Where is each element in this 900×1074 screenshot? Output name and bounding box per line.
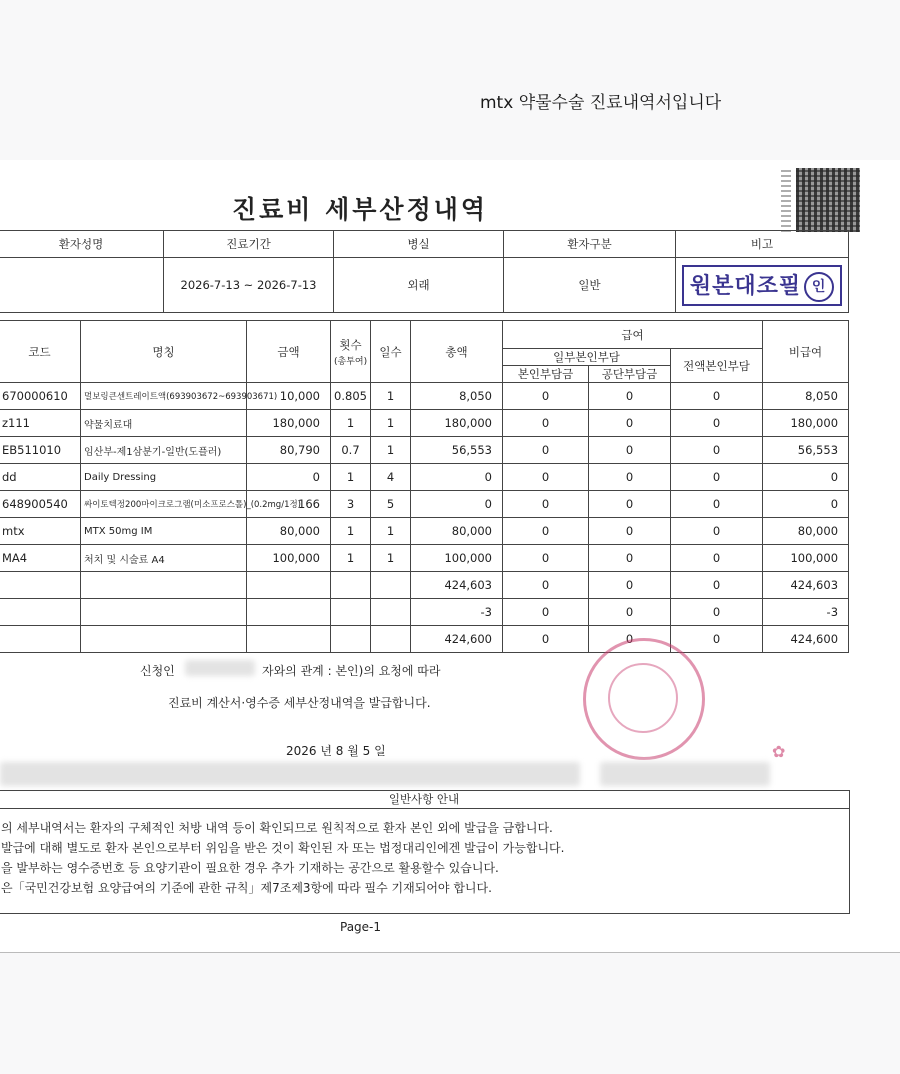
table-row bbox=[0, 410, 849, 437]
row-amount: 80,000 bbox=[247, 518, 331, 545]
row-amount: 166 bbox=[247, 491, 331, 518]
relation-line: 자와의 관계 : 본인)의 요청에 따라 bbox=[262, 664, 441, 678]
col-fund: 공단부담금 bbox=[589, 366, 671, 383]
row-times: 1 bbox=[331, 545, 371, 572]
row-code: MA4 bbox=[0, 545, 81, 572]
row-code: dd bbox=[0, 464, 81, 491]
medical-bill-document bbox=[0, 160, 900, 953]
issue-date: 2026 년 8 월 5 일 bbox=[286, 744, 386, 758]
row-amount: 80,790 bbox=[247, 437, 331, 464]
row-amount: 180,000 bbox=[247, 410, 331, 437]
row-times: 0.805 bbox=[331, 383, 371, 410]
row-days: 4 bbox=[371, 464, 411, 491]
row-self: 0 bbox=[503, 545, 589, 572]
row-name: 처치 및 시술료 A4 bbox=[81, 545, 247, 572]
row-self: 0 bbox=[503, 464, 589, 491]
row-self: 0 bbox=[503, 491, 589, 518]
notice-line: 은「국민건강보험 요양급여의 기준에 관한 규칙」제7조제3항에 따라 필수 기재되어야 합니다. bbox=[1, 881, 492, 895]
header-label: 병실 bbox=[334, 231, 504, 258]
row-days: 1 bbox=[371, 518, 411, 545]
empty-cell bbox=[0, 626, 81, 653]
row-nonbenefit: 0 bbox=[763, 464, 849, 491]
row-name: 임산부-제1삼분기-일반(도플러) bbox=[81, 437, 247, 464]
row-total: 0 bbox=[411, 491, 503, 518]
empty-cell bbox=[331, 626, 371, 653]
col-nonbenefit: 비급여 bbox=[763, 321, 849, 383]
row-fund: 0 bbox=[589, 545, 671, 572]
row-full: 0 bbox=[671, 518, 763, 545]
patient-type-value: 일반 bbox=[504, 258, 676, 313]
row-full: 0 bbox=[671, 383, 763, 410]
empty-cell bbox=[81, 626, 247, 653]
row-days: 5 bbox=[371, 491, 411, 518]
col-partial: 일부본인부담 bbox=[503, 349, 671, 366]
director-seal-mark: ✿ bbox=[772, 742, 786, 761]
notice-line: 의 세부내역서는 환자의 구체적인 처방 내역 등이 확인되므로 원칙적으로 환자 본인 외에 발급을 금합니다. bbox=[1, 821, 553, 835]
col-name: 명칭 bbox=[81, 321, 247, 383]
row-name: 약물치료대 bbox=[81, 410, 247, 437]
summary-total: 424,600 bbox=[411, 626, 503, 653]
row-total: 56,553 bbox=[411, 437, 503, 464]
summary-nonbenefit: -3 bbox=[763, 599, 849, 626]
empty-cell bbox=[371, 599, 411, 626]
room-value: 외래 bbox=[334, 258, 504, 313]
row-times: 1 bbox=[331, 518, 371, 545]
summary-row bbox=[0, 599, 849, 626]
row-nonbenefit: 80,000 bbox=[763, 518, 849, 545]
row-amount: 100,000 bbox=[247, 545, 331, 572]
summary-full: 0 bbox=[671, 626, 763, 653]
row-name: MTX 50mg IM bbox=[81, 518, 247, 545]
empty-cell bbox=[247, 626, 331, 653]
table-row bbox=[0, 491, 849, 518]
header-label: 환자구분 bbox=[504, 231, 676, 258]
empty-cell bbox=[331, 572, 371, 599]
row-days: 1 bbox=[371, 545, 411, 572]
row-code: z111 bbox=[0, 410, 81, 437]
document-title: 진료비 세부산정내역 bbox=[231, 195, 489, 224]
summary-self: 0 bbox=[503, 626, 589, 653]
row-code: 670000610 bbox=[0, 383, 81, 410]
table-row bbox=[0, 545, 849, 572]
redacted-applicant bbox=[185, 660, 255, 676]
row-total: 0 bbox=[411, 464, 503, 491]
empty-cell bbox=[247, 572, 331, 599]
row-fund: 0 bbox=[589, 518, 671, 545]
row-days: 1 bbox=[371, 437, 411, 464]
empty-cell bbox=[371, 572, 411, 599]
charges-table bbox=[0, 320, 849, 653]
table-row bbox=[0, 518, 849, 545]
row-fund: 0 bbox=[589, 464, 671, 491]
applicant-label: 신청인 bbox=[140, 664, 175, 678]
col-full: 전액본인부담 bbox=[671, 349, 763, 383]
summary-nonbenefit: 424,600 bbox=[763, 626, 849, 653]
col-times: 횟수 (총투여) bbox=[331, 321, 371, 383]
summary-fund: 0 bbox=[589, 572, 671, 599]
row-total: 8,050 bbox=[411, 383, 503, 410]
row-self: 0 bbox=[503, 410, 589, 437]
row-self: 0 bbox=[503, 437, 589, 464]
period-value: 2026-7-13 ~ 2026-7-13 bbox=[164, 258, 334, 313]
summary-row bbox=[0, 572, 849, 599]
row-nonbenefit: 56,553 bbox=[763, 437, 849, 464]
remark-cell bbox=[676, 258, 849, 313]
row-nonbenefit: 0 bbox=[763, 491, 849, 518]
row-times: 0.7 bbox=[331, 437, 371, 464]
empty-cell bbox=[0, 572, 81, 599]
header-label: 환자성명 bbox=[0, 231, 164, 258]
issue-line: 진료비 계산서·영수증 세부산정내역을 발급합니다. bbox=[168, 696, 431, 710]
header-label: 진료기간 bbox=[164, 231, 334, 258]
row-full: 0 bbox=[671, 437, 763, 464]
row-nonbenefit: 8,050 bbox=[763, 383, 849, 410]
general-notice-box bbox=[0, 790, 850, 914]
summary-full: 0 bbox=[671, 572, 763, 599]
row-days: 1 bbox=[371, 383, 411, 410]
summary-fund: 0 bbox=[589, 626, 671, 653]
empty-cell bbox=[371, 626, 411, 653]
patient-info-table bbox=[0, 230, 849, 313]
summary-total: 424,603 bbox=[411, 572, 503, 599]
row-times: 1 bbox=[331, 410, 371, 437]
summary-self: 0 bbox=[503, 599, 589, 626]
post-caption: mtx 약물수술 진료내역서입니다 bbox=[480, 93, 722, 113]
table-row bbox=[0, 383, 849, 410]
qr-code bbox=[796, 168, 860, 232]
row-amount: 0 bbox=[247, 464, 331, 491]
row-days: 1 bbox=[371, 410, 411, 437]
summary-full: 0 bbox=[671, 599, 763, 626]
notice-title: 일반사항 안내 bbox=[0, 790, 849, 809]
row-fund: 0 bbox=[589, 383, 671, 410]
summary-fund: 0 bbox=[589, 599, 671, 626]
row-full: 0 bbox=[671, 464, 763, 491]
patient-name-value bbox=[0, 258, 164, 313]
col-benefit: 급여 bbox=[503, 321, 763, 349]
row-fund: 0 bbox=[589, 410, 671, 437]
table-row bbox=[0, 437, 849, 464]
row-self: 0 bbox=[503, 383, 589, 410]
row-full: 0 bbox=[671, 545, 763, 572]
row-total: 80,000 bbox=[411, 518, 503, 545]
summary-total: -3 bbox=[411, 599, 503, 626]
row-code: mtx bbox=[0, 518, 81, 545]
row-name: 싸이토텍정200마이크로그램(미소프로스톨)_(0.2mg/1정) bbox=[81, 491, 247, 518]
summary-row bbox=[0, 626, 849, 653]
empty-cell bbox=[247, 599, 331, 626]
col-days: 일수 bbox=[371, 321, 411, 383]
row-nonbenefit: 100,000 bbox=[763, 545, 849, 572]
empty-cell bbox=[81, 572, 247, 599]
summary-nonbenefit: 424,603 bbox=[763, 572, 849, 599]
summary-self: 0 bbox=[503, 572, 589, 599]
row-full: 0 bbox=[671, 410, 763, 437]
page-number: Page-1 bbox=[340, 920, 382, 934]
redacted-director bbox=[600, 762, 770, 786]
row-self: 0 bbox=[503, 518, 589, 545]
col-self: 본인부담금 bbox=[503, 366, 589, 383]
hospital-seal bbox=[583, 638, 705, 760]
row-full: 0 bbox=[671, 491, 763, 518]
notice-line: 을 발부하는 영수증번호 등 요양기관이 필요한 경우 추가 기재하는 공간으로 활용할수 있습니다. bbox=[1, 861, 499, 875]
redacted-hospital-info bbox=[0, 762, 580, 786]
empty-cell bbox=[331, 599, 371, 626]
row-times: 3 bbox=[331, 491, 371, 518]
row-name: Daily Dressing bbox=[81, 464, 247, 491]
barcode-strip bbox=[781, 170, 791, 232]
row-nonbenefit: 180,000 bbox=[763, 410, 849, 437]
row-code: EB511010 bbox=[0, 437, 81, 464]
col-code: 코드 bbox=[0, 321, 81, 383]
notice-line: 발급에 대해 별도로 환자 본인으로부터 위임을 받은 것이 확인된 자 또는 법정대리인에겐 발급이 가능합니다. bbox=[1, 841, 565, 855]
empty-cell bbox=[0, 599, 81, 626]
row-code: 648900540 bbox=[0, 491, 81, 518]
header-label: 비고 bbox=[676, 231, 849, 258]
col-total: 총액 bbox=[411, 321, 503, 383]
empty-cell bbox=[81, 599, 247, 626]
row-total: 100,000 bbox=[411, 545, 503, 572]
row-amount: 10,000 bbox=[247, 383, 331, 410]
row-total: 180,000 bbox=[411, 410, 503, 437]
original-verified-stamp: 원본대조필 인 bbox=[682, 265, 842, 306]
row-name: 멀보링큰센트레이트액(693903672~693903671) bbox=[81, 383, 247, 410]
row-times: 1 bbox=[331, 464, 371, 491]
col-amount: 금액 bbox=[247, 321, 331, 383]
row-fund: 0 bbox=[589, 437, 671, 464]
table-row bbox=[0, 464, 849, 491]
row-fund: 0 bbox=[589, 491, 671, 518]
